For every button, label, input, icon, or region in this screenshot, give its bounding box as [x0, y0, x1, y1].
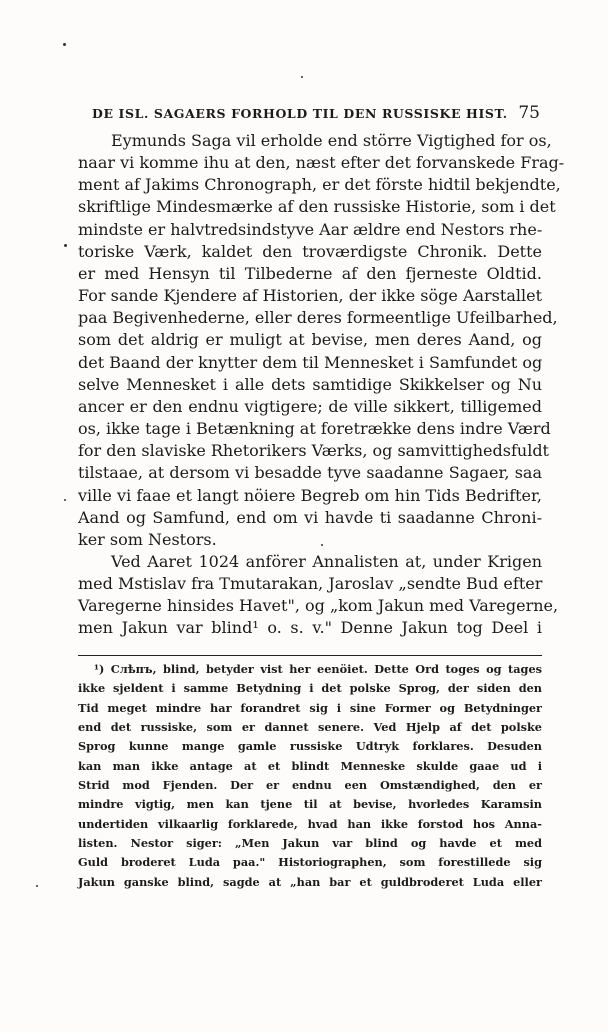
margin-speck [64, 499, 66, 501]
footnote-rule [78, 655, 542, 656]
footnote-line: Sprog kunne mange gamle russiske Udtryk forklares. Desuden [78, 739, 542, 754]
footnote-line: listen. Nestor siger: „Men Jakun var blind og havde et med [78, 836, 542, 851]
footnote-line: kan man ikke antage at et blindt Menneske skulde gaae ud i [78, 758, 542, 773]
text-line: os, ikke tage i Betænkning at foretrække dens indre Værd [78, 419, 551, 439]
footnote-line: end det russiske, som er dannet senere. Ved Hjelp af det polske [78, 720, 542, 735]
margin-speck [63, 43, 66, 46]
text-line: det Baand der knytter dem til Mennesket i Samfundet og [78, 352, 543, 372]
footnote-line: ikke sjeldent i samme Betydning i det polske Sprog, der siden den [78, 681, 542, 696]
text-line: tilstaae, at dersom vi besadde tyve saadanne Sagaer, saa [78, 463, 542, 483]
text-line: Aand og Samfund, end om vi havde ti saadanne Chroni- [78, 507, 542, 527]
text-line: med Mstislav fra Tmutarakan, Jaroslav „sendte Bud efter [78, 574, 543, 594]
footnote-line: Strid mod Fjenden. Der er endnu een Omstændighed, den er [78, 778, 542, 793]
text-line: paa Begivenhederne, eller deres formeentlige Ufeilbarhed, [78, 308, 558, 328]
footnote-line: Tid meget mindre har forandret sig i sine Former og Betydninger [78, 700, 542, 715]
text-line: er med Hensyn til Tilbederne af den fjerneste Oldtid. [78, 263, 542, 283]
running-title: DE ISL. SAGAERS FORHOLD TIL DEN RUSSISKE HIST. [92, 106, 508, 121]
footnote-line: Guld broderet Luda paa." Historiographen, som forestillede sig [78, 855, 542, 870]
text-line: For sande Kjendere af Historien, der ikke söge Aarstallet [78, 286, 542, 306]
text-line: skriftlige Mindesmærke af den russiske Historie, som i det [78, 197, 556, 217]
footnote-line: Jakun ganske blind, sagde at „han bar et guldbroderet Luda eller [78, 874, 542, 889]
text-line: naar vi komme ihu at den, næst efter det forvanskede Frag- [78, 153, 565, 173]
margin-speck [36, 885, 38, 887]
main-text [78, 130, 565, 640]
footnote-line: mindre vigtig, men kan tjene til at bevise, hvorledes Karamsin [78, 797, 542, 812]
running-header [92, 103, 540, 123]
text-line: men Jakun var blind¹ o. s. v." Denne Jakun tog Deel i [78, 618, 542, 638]
text-line: ker som Nestors. [78, 529, 217, 549]
page-number: 75 [518, 103, 540, 123]
margin-speck [301, 76, 303, 78]
text-line: Varegerne hinsides Havet", og „kom Jakun med Varegerne, [78, 596, 559, 616]
text-line: toriske Værk, kaldet den troværdigste Chronik. Dette [78, 241, 542, 261]
footnote-line: ¹) Слѣпъ, blind, betyder vist her eenöiet. Dette Ord toges og tages [94, 662, 542, 676]
margin-speck [64, 244, 67, 247]
text-line: Eymunds Saga vil erholde end större Vigtighed for os, [111, 131, 552, 150]
footnote-line: undertiden vilkaarlig forklarede, hvad han ikke forstod hos Anna- [78, 816, 542, 831]
text-line: selve Mennesket i alle dets samtidige Skikkelser og Nu [78, 374, 542, 394]
text-line: for den slaviske Rhetorikers Værks, og samvittighedsfuldt [78, 441, 549, 461]
text-line: ancer er den endnu vigtigere; de ville sikkert, tilligemed [78, 396, 542, 416]
text-line: mindste er halvtredsindstyve Aar ældre end Nestors rhe- [78, 219, 543, 239]
text-line: som det aldrig er muligt at bevise, men deres Aand, og [78, 330, 542, 350]
text-line: ville vi faae et langt nöiere Begreb om hin Tids Bedrifter, [78, 485, 542, 505]
text-line: Ved Aaret 1024 anförer Annalisten at, under Krigen [111, 551, 542, 571]
text-line: ment af Jakims Chronograph, er det förste hidtil bekjendte, [78, 175, 561, 195]
footnote [78, 660, 542, 892]
